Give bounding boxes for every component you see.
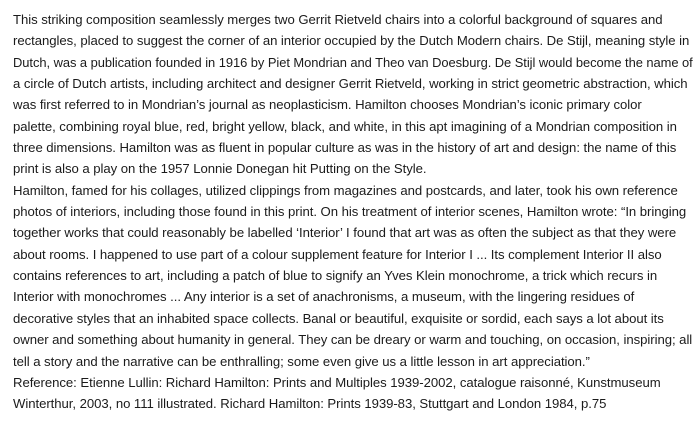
text-line: Interior with monochromes ... Any interior is a set of anachronisms, a museum, with the lingering residues of xyxy=(13,289,635,305)
text-line: decorative styles that an inhabited space collects. Banal or beautiful, exquisite or sordid, each says a lot about its xyxy=(13,310,664,326)
text-line: photos of interiors, including those found in this print. On his treatment of interior scenes, Hamilton wrote: “In bringing xyxy=(13,204,687,220)
text-line: This striking composition seamlessly merges two Gerrit Rietveld chairs into a colorful background of squares and xyxy=(13,12,663,27)
text-line: Hamilton, famed for his collages, utilized clippings from magazines and postcards, and later, took his own reference xyxy=(13,182,678,198)
text-line: three dimensions. Hamilton was as fluent in popular culture as was in the history of art and design: the name of this xyxy=(13,140,677,156)
text-line: owner and something about humanity in general. They can be dreary or warm and touching, on occasion, inspiring; all xyxy=(13,332,693,348)
paragraph-description xyxy=(13,9,693,180)
text-line: tell a story and the narrative can be enthralling; some even give us a little lesson in art appreciation.” xyxy=(13,353,590,369)
article-body xyxy=(13,9,693,415)
text-line: together works that could reasonably be labelled ‘Interior’ I found that art was as often the subject as that they were xyxy=(13,225,677,241)
text-line: palette, combining royal blue, red, bright yellow, black, and white, in this apt imagining of a Mondrian composition in xyxy=(13,118,677,134)
text-line: Reference: Etienne Lullin: Richard Hamilton: Prints and Multiples 1939-2002, catalogue raisonné, Kunstmuseum xyxy=(13,374,661,390)
text-line: contains references to art, including a patch of blue to signify an Yves Klein monochrome, a trick which recurs in xyxy=(13,268,658,284)
paragraph-reference xyxy=(13,372,693,415)
text-line: Dutch, was a publication founded in 1916 by Piet Mondrian and Theo van Doesburg. De Stijl would become the name of xyxy=(13,54,693,70)
paragraph-quote xyxy=(13,180,693,372)
text-line: about rooms. I happened to use part of a colour supplement feature for Interior I ... Its complement Interior II also xyxy=(13,246,662,262)
text-line: Winterthur, 2003, no 111 illustrated. Richard Hamilton: Prints 1939-83, Stuttgart and London 1984, p.75 xyxy=(13,396,607,412)
text-line: print is also a play on the 1957 Lonnie Donegan hit Putting on the Style. xyxy=(13,161,427,177)
text-line: was first referred to in Mondrian’s journal as neoplasticism. Hamilton chooses Mondrian’s iconic primary color xyxy=(13,97,642,113)
text-line: a circle of Dutch artists, including architect and designer Gerrit Rietveld, working in strict geometric abstraction, which xyxy=(13,76,688,92)
text-line: rectangles, placed to suggest the corner of an interior occupied by the Dutch Modern chairs. De Stijl, meaning style in xyxy=(13,33,690,49)
